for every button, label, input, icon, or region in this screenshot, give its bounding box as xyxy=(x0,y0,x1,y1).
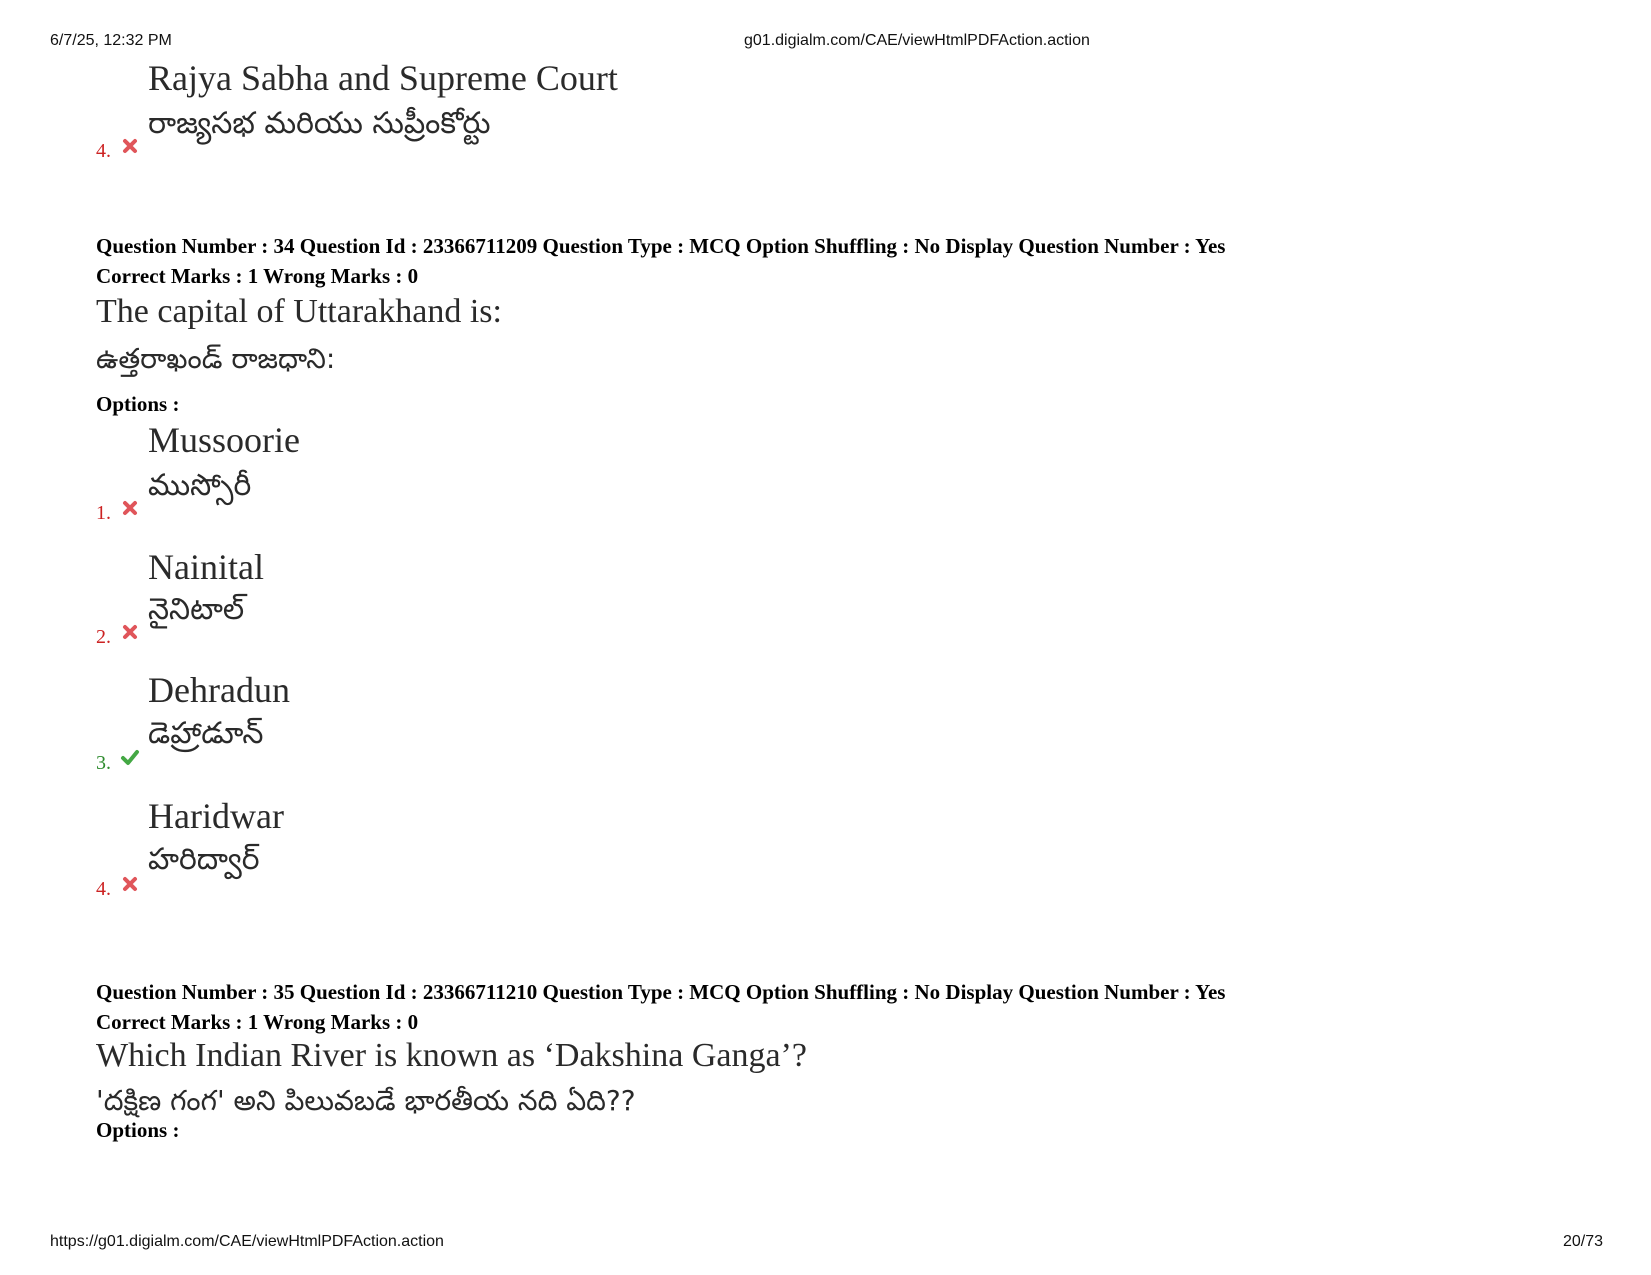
question-35-options-label: Options : xyxy=(96,1118,180,1142)
option-4-number: 4. xyxy=(96,878,111,900)
prev-option-4-number: 4. xyxy=(96,140,111,162)
print-header-url: g01.digialm.com/CAE/viewHtmlPDFAction.action xyxy=(744,32,1090,49)
option-1-english: Mussoorie xyxy=(148,420,300,460)
cross-icon xyxy=(120,136,140,156)
print-datetime: 6/7/25, 12:32 PM xyxy=(50,32,172,49)
print-footer-url: https://g01.digialm.com/CAE/viewHtmlPDFAction.action xyxy=(50,1233,444,1250)
cross-icon xyxy=(120,498,140,518)
question-35-meta: Question Number : 35 Question Id : 23366711210 Question Type : MCQ Option Shuffling : No Display Question Number : Yes xyxy=(96,980,1226,1004)
option-1-number: 1. xyxy=(96,502,111,524)
cross-icon xyxy=(120,622,140,642)
prev-option-4-english: Rajya Sabha and Supreme Court xyxy=(148,58,618,98)
question-34-meta: Question Number : 34 Question Id : 23366711209 Question Type : MCQ Option Shuffling : No Display Question Number : Yes xyxy=(96,234,1226,258)
page-number: 20/73 xyxy=(1563,1233,1604,1250)
option-1-telugu: ముస్సోరీ xyxy=(148,468,252,503)
option-3-number: 3. xyxy=(96,752,111,774)
question-34-marks: Correct Marks : 1 Wrong Marks : 0 xyxy=(96,264,419,288)
option-4-english: Haridwar xyxy=(148,796,284,836)
option-3-telugu: డెహ్రాడూన్ xyxy=(148,716,264,751)
option-4-telugu: హరిద్వార్ xyxy=(148,842,260,877)
question-35-marks: Correct Marks : 1 Wrong Marks : 0 xyxy=(96,1010,419,1034)
question-35-text-telugu: 'దక్షిణ గంగ' అని పిలువబడే భారతీయ నది ఏది?? xyxy=(96,1084,636,1117)
option-2-telugu: నైనిటాల్ xyxy=(148,592,245,627)
question-34-options-label: Options : xyxy=(96,392,180,416)
prev-option-4-telugu: రాజ్యసభ మరియు సుప్రీంకోర్టు xyxy=(148,106,491,141)
question-35-text-english: Which Indian River is known as ‘Dakshina Ganga’? xyxy=(96,1037,807,1074)
question-34-text-telugu: ఉత్తరాఖండ్ రాజధాని: xyxy=(96,342,336,375)
cross-icon xyxy=(120,874,140,894)
option-2-number: 2. xyxy=(96,626,111,648)
option-3-english: Dehradun xyxy=(148,670,290,710)
question-34-text-english: The capital of Uttarakhand is: xyxy=(96,293,502,330)
check-icon xyxy=(120,748,140,768)
option-2-english: Nainital xyxy=(148,547,264,587)
